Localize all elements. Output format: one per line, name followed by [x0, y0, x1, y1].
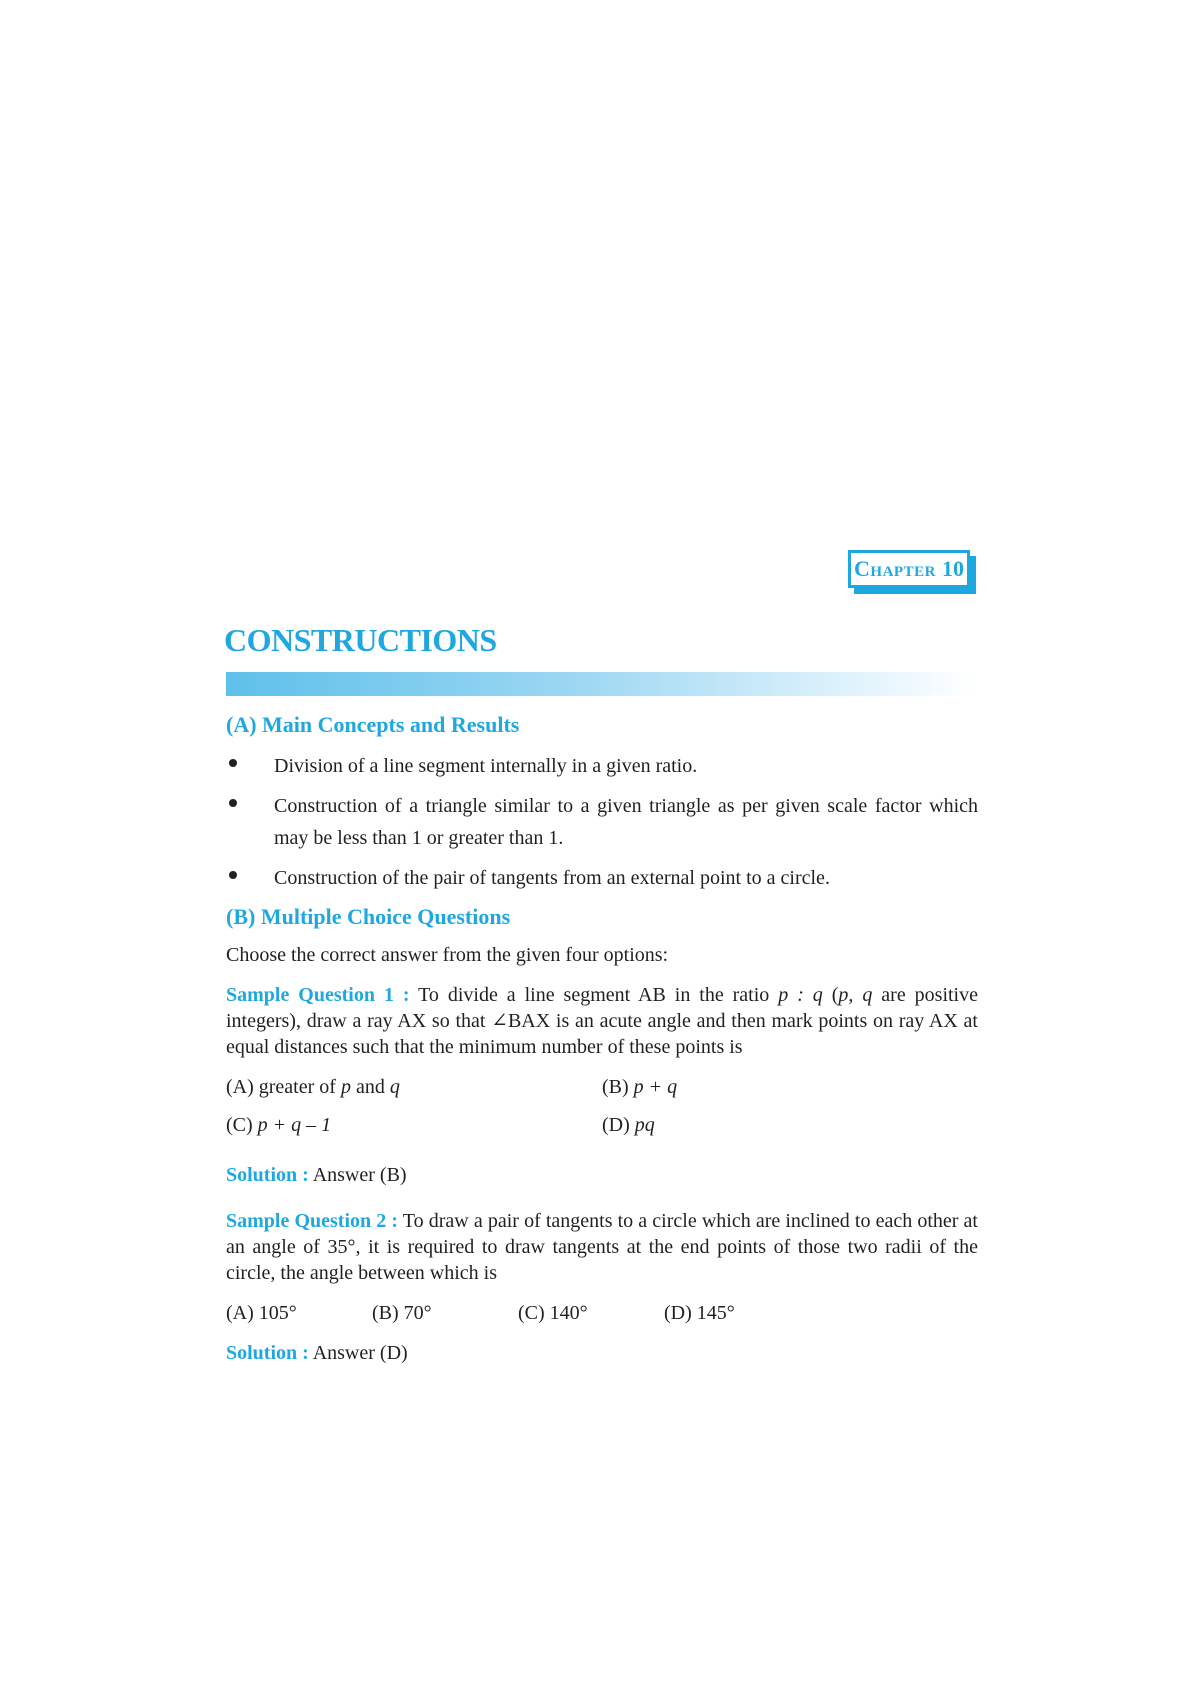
page-content: [226, 700, 978, 1380]
sample-question-1-label: Sample Question 1 :: [226, 984, 410, 1006]
option-a: [226, 1074, 602, 1100]
chapter-title: CONSTRUCTIONS: [224, 622, 497, 658]
sq2-solution: [226, 1340, 978, 1366]
opt-a-and: and: [350, 1076, 390, 1098]
bullet-text: Construction of the pair of tangents from an external point to a circle.: [274, 867, 830, 889]
list-item: [226, 750, 978, 782]
opt-d-prefix: (D): [602, 1114, 635, 1136]
solution-label: Solution :: [226, 1342, 309, 1364]
solution-text: Answer (D): [308, 1342, 408, 1364]
sq2-options: [226, 1300, 978, 1326]
option-c: (C) 140°: [518, 1302, 588, 1324]
title-gradient-bar: [226, 672, 976, 696]
chapter-badge: [848, 550, 970, 588]
option-c: [226, 1112, 602, 1138]
option-b: [602, 1074, 978, 1100]
section-b-heading: (B) Multiple Choice Questions: [226, 904, 511, 929]
concepts-list: [226, 750, 978, 894]
sample-question-2: [226, 1208, 978, 1286]
option-a: (A) 105°: [226, 1302, 297, 1324]
sq1-solution: [226, 1162, 978, 1188]
bullet-text: Construction of a triangle similar to a given triangle as per given scale factor which may be less than 1 or greater than 1.: [274, 795, 978, 849]
sq1-text-1: To divide a line segment AB in the ratio: [409, 984, 779, 1006]
bullet-icon: [229, 871, 237, 879]
bullet-icon: [229, 759, 237, 767]
sample-question-2-label: Sample Question 2 :: [226, 1210, 399, 1232]
opt-c-prefix: (C): [226, 1114, 258, 1136]
sq1-options: [226, 1074, 978, 1150]
sq2-text: To draw a pair of tangents to a circle which are inclined to each other at an angle of 35°, it is required to draw tangents at the end points of those two radii of the circle, the angle between which is: [226, 1210, 978, 1284]
list-item: [226, 862, 978, 894]
opt-d-val: pq: [634, 1114, 655, 1136]
chapter-number: 10: [941, 556, 964, 581]
solution-text: Answer (B): [308, 1164, 407, 1186]
opt-a-q: q: [389, 1076, 400, 1098]
section-a-heading: (A) Main Concepts and Results: [226, 712, 520, 737]
bullet-icon: [229, 799, 237, 807]
opt-a-prefix: (A) greater of: [226, 1076, 341, 1098]
sq1-ratio: p : q: [778, 984, 823, 1006]
opt-a-p: p: [340, 1076, 351, 1098]
opt-c-val: p + q – 1: [257, 1114, 332, 1136]
sq1-text-3: are positive integers), draw a ray AX so that ∠BAX is an acute angle and then mark points on ray AX at equal distances such that the minimum number of these points is: [226, 984, 978, 1058]
sq1-text-2: (: [822, 984, 839, 1006]
solution-label: Solution :: [226, 1164, 309, 1186]
option-d: (D) 145°: [664, 1302, 735, 1324]
sq1-pq: p, q: [838, 984, 873, 1006]
chapter-word: Chapter: [854, 556, 936, 581]
opt-b-val: p + q: [633, 1076, 678, 1098]
option-d: [602, 1112, 978, 1138]
opt-b-prefix: (B): [602, 1076, 634, 1098]
option-b: (B) 70°: [372, 1302, 432, 1324]
bullet-text: Division of a line segment internally in a given ratio.: [274, 755, 698, 777]
instruction-text: Choose the correct answer from the given four options:: [226, 944, 669, 966]
list-item: [226, 790, 978, 854]
sample-question-1: [226, 982, 978, 1060]
